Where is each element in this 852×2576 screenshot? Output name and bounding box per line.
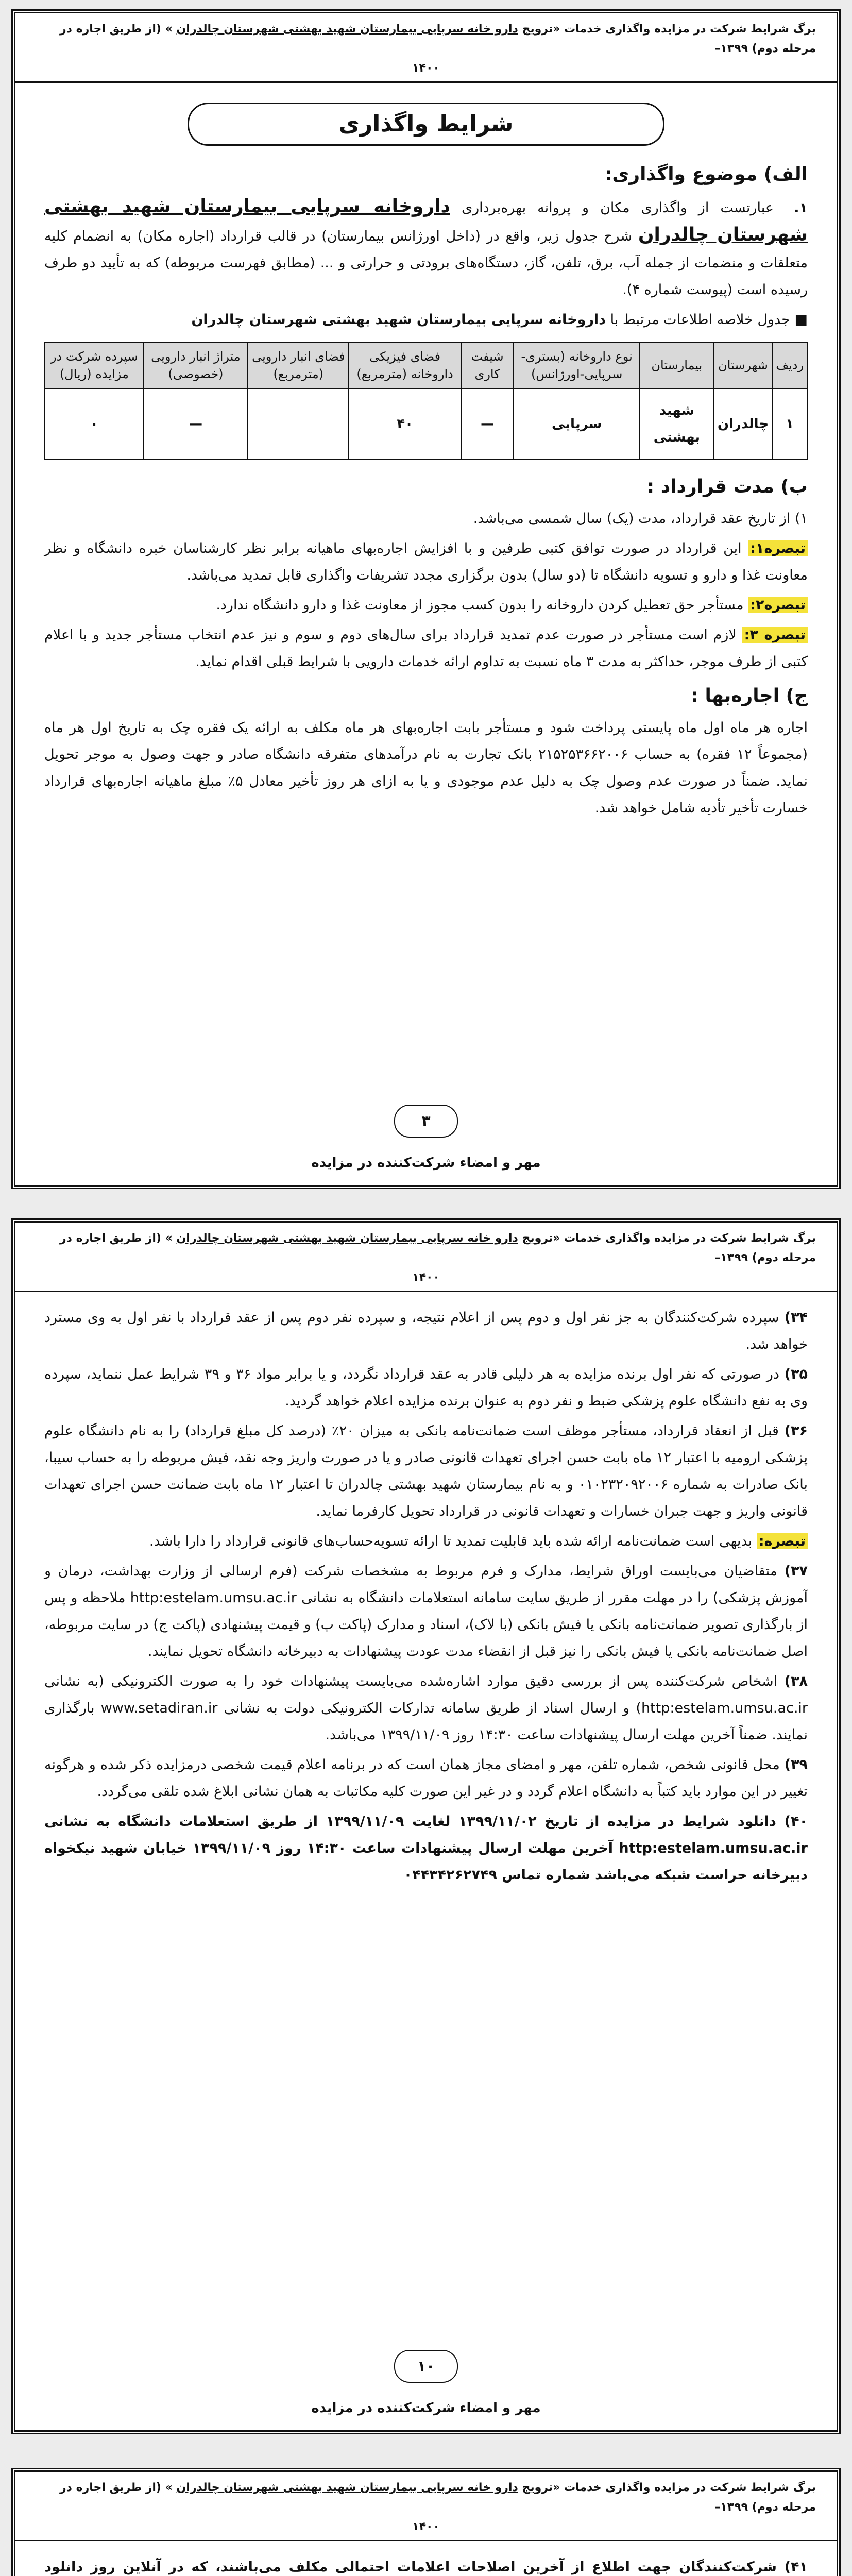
clause-number: ۳۴) [784, 1310, 808, 1326]
section-c-heading: ج) اجاره‌بها : [691, 685, 808, 706]
table-cell: ۱ [772, 388, 807, 460]
clause-number: ۱. [794, 200, 808, 216]
caption-bold: داروخانه سرپایی بیمارستان شهید بهشتی شهرستان چالدران [191, 312, 606, 328]
header-text-pre: برگ شرایط شرکت در مزایده واگذاری خدمات «ترویج [522, 23, 816, 36]
clause-number: ۳۹) [784, 1757, 808, 1773]
table-header: ردیف [772, 342, 807, 388]
table-header: بیمارستان [640, 342, 714, 388]
header-text-post: » (از طریق اجاره در مرحله دوم) ۱۳۹۹– [59, 2481, 816, 2514]
page-3 [11, 2468, 841, 2576]
page-2-content [15, 1292, 837, 1889]
note-3 [44, 622, 808, 675]
note-2 [44, 592, 808, 619]
signature-line: مهر و امضاء شرکت‌کننده در مزایده [311, 1155, 541, 1171]
table-header: شیفت کاری [461, 342, 514, 388]
note-text: مستأجر حق تعطیل کردن داروخانه را بدون کسب مجوز از معاونت غذا و دارو دانشگاه ندارد. [216, 597, 744, 613]
header-text-pre: برگ شرایط شرکت در مزایده واگذاری خدمات «ترویج [522, 1232, 816, 1245]
header-year: ۱۴۰۰ [412, 2520, 440, 2533]
note-text: بدیهی است ضمانت‌نامه ارائه شده باید قابلیت تمدید تا ارائه تسویه‌حساب‌های قانونی قرارداد را دارا باشد. [149, 1533, 753, 1549]
rent-clause: اجاره هر ماه اول ماه پایستی پرداخت شود و مستأجر بابت اجاره‌بهای هر ماه مکلف به ارائه یک فقره چک به تاریخ اول هر ماه (مجموعاً ۱۲ فقره) به حساب ۲۱۵۲۵۳۶۶۲۰۰۶ بانک تجارت به نام درآمدهای متفرقه دانشگاه صادر و جهت وصول به موجر تحویل نماید. ضمناً در صورت عدم وصول چک به دلیل عدم موجودی و یا به ازای هر روز تأخیر معادل ۵٪ مبلغ ماهیانه اجاره‌بهای قرارداد خسارت تأخیر تأدیه شامل خواهد شد. [44, 720, 808, 816]
clause-text: محل قانونی شخص، شماره تلفن، مهر و امضای مجاز همان است که در برنامه اعلام قیمت شخصی درمزایده ذکر شده و هرگونه تغییر در این موارد باید کتباً به دانشگاه اعلام گردد و در غیر این صورت کلیه مکاتبات به همان نشانی ابلاغ شده تلقی می‌گردد. [44, 1757, 808, 1800]
clause-a1 [44, 193, 808, 303]
table-caption: ■ جدول خلاصه اطلاعات مرتبط با داروخانه سرپایی بیمارستان شهید بهشتی شهرستان چالدران [191, 312, 808, 328]
page-3-content [15, 2541, 837, 2576]
clause-text: دانلود شرایط در مزایده از تاریخ ۱۳۹۹/۱۱/۰۲ لغایت ۱۳۹۹/۱۱/۰۹ از طریق استعلامات دانشگاه به نشانی http:estelam.umsu.ac.ir آخرین مهلت ارسال پیشنهادات ساعت ۱۴:۳۰ روز ۱۳۹۹/۱۱/۰۹ خیابان شهید نیکخواه دبیرخانه حراست شبکه می‌باشد شماره تماس ۰۴۴۳۴۲۶۲۷۴۹ [44, 1814, 808, 1883]
summary-table [44, 342, 808, 460]
header-text-highlight: دارو خانه سرپایی بیمارستان شهید بهشتی شهرستان چالدران [176, 2481, 518, 2494]
table-header-row [45, 342, 807, 388]
table-cell [248, 388, 349, 460]
page-title: شرایط واگذاری [188, 103, 664, 146]
header-text-highlight: دارو خانه سرپایی بیمارستان شهید بهشتی شهرستان چالدران [176, 1232, 518, 1245]
table-cell: سرپایی [514, 388, 640, 460]
table-cell: شهید بهشتی [640, 388, 714, 460]
clause-number: ۳۵) [784, 1366, 808, 1382]
page-2 [11, 1218, 841, 2434]
clause-item [44, 1304, 808, 1358]
clause-item [44, 1361, 808, 1415]
clause-text: اشخاص شرکت‌کننده پس از بررسی دقیق موارد اشاره‌شده می‌بایست پیشنهادات خود را به صورت الکترونیکی (به نشانی http:estelam.umsu.ac.ir) و ارسال اسناد از طریق سامانه تدارکات الکترونیکی دولت به نشانی www.setadiran.ir بارگذاری نمایند. ضمناً آخرین مهلت ارسال پیشنهادات ساعت ۱۴:۳۰ روز ۱۳۹۹/۱۱/۰۹ می‌باشد. [44, 1673, 808, 1743]
note-label: تبصره: [757, 1533, 808, 1549]
page-number-wrap [15, 1105, 837, 1138]
clause-number: ۳۸) [784, 1673, 808, 1689]
note-label: تبصره۲: [748, 597, 808, 613]
clause-text: شرح جدول زیر، واقع در (داخل اورژانس بیمارستان) در قالب قرارداد (اجاره مکان) به انضمام کلیه متعلقات و منضمات از جمله آب، برق، تلفن، گاز، دستگاه‌های برودتی و حرارتی و ... (مطابق فهرست مربوطه) که به تأیید دو طرف رسیده است (پیوست شماره ۴). [44, 228, 808, 298]
clause-number: ۳۶) [784, 1423, 808, 1439]
clause-number: ۳۷) [784, 1563, 808, 1579]
page-header [15, 2472, 837, 2541]
table-cell: ۴۰ [349, 388, 461, 460]
clause-text: در صورتی که نفر اول برنده مزایده به هر دلیلی قادر به عقد قرارداد نگردد، و یا برابر مواد ۳۶ و ۳۹ شرایط عمل ننماید، سپرده وی به نفع دانشگاه علوم پزشکی ضبط و نفر دوم به عنوان برنده مزایده اعلام خواهد گردید. [44, 1366, 808, 1409]
clause-number: ۴۱) [784, 2559, 808, 2575]
header-text-highlight: دارو خانه سرپایی بیمارستان شهید بهشتی شهرستان چالدران [176, 23, 518, 36]
note-label: تبصره۱: [748, 540, 808, 556]
clause-b1: ۱) از تاریخ عقد قرارداد، مدت (یک) سال شمسی می‌باشد. [473, 511, 808, 527]
caption-text: جدول خلاصه اطلاعات مرتبط با [610, 312, 790, 328]
note-item [44, 1528, 808, 1555]
clause-text: عبارتست از واگذاری مکان و پروانه بهره‌برداری [461, 200, 774, 216]
table-cell: چالدران [714, 388, 772, 460]
clause-item [44, 1752, 808, 1805]
page-header [15, 1223, 837, 1292]
clause-text: قبل از انعقاد قرارداد، مستأجر موظف است ضمانت‌نامه بانکی به میزان ۲۰٪ (درصد کل مبلغ قرارداد) را به نام دانشگاه علوم پزشکی ارومیه با اعتبار ۱۲ ماه بابت حسن اجرای تعهدات قانونی صادر و یا در صورت واریز وجه نقد، فیش مربوطه را به حساب سیبا، بانک صادرات به شماره ۰۱۰۲۳۲۰۹۲۰۰۶ و به نام بیمارستان شهید بهشتی چالدران تا اعتبار ۱۲ ماه بابت ضمانت حسن اجرای تعهدات قانونی واریز و جهت جبران خسارات و تعهدات قانونی در قرارداد تحویل کارفرما نماید. [44, 1423, 808, 1519]
note-1 [44, 535, 808, 589]
page-number: ۳ [394, 1105, 458, 1138]
table-cell: ۰ [45, 388, 144, 460]
pharmacy-name: داروخانه سرپایی بیمارستان شهید بهشتی شهرستان چالدران [44, 196, 808, 245]
clause-item [44, 1808, 808, 1889]
clause-item [44, 1668, 808, 1749]
header-year: ۱۴۰۰ [412, 1271, 440, 1284]
table-header: شهرستان [714, 342, 772, 388]
table-header: نوع داروخانه (بستری-سرپایی-اورژانس) [514, 342, 640, 388]
signature-line: مهر و امضاء شرکت‌کننده در مزایده [311, 2400, 541, 2416]
clause-text: متقاضیان می‌بایست اوراق شرایط، مدارک و فرم مربوط به مشخصات شرکت (فرم ارسالی از وزارت بهداشت، درمان و آموزش پزشکی) را در مهلت مقرر از طریق سایت سامانه استعلامات دانشگاه به نشانی http:estelam.umsu.ac.ir ملاحظه و پس از بارگذاری تصویر ضمانت‌نامه بانکی یا فیش بانکی (با لاک)، اسناد و مدارک (پاکت ب) و قیمت پیشنهادی (پاکت ج) در سایت مربوطه، اصل ضمانت‌نامه بانکی یا فیش بانکی را نیز قبل از انقضاء مدت عودت پیشنهادات به دبیرخانه دانشگاه تحویل نمایند. [44, 1563, 808, 1659]
header-year: ۱۴۰۰ [412, 62, 440, 75]
page-number: ۱۰ [394, 2350, 458, 2383]
header-text-post: » (از طریق اجاره در مرحله دوم) ۱۳۹۹– [59, 23, 816, 55]
clause-item [44, 1418, 808, 1525]
table-header: متراژ انبار دارویی (خصوصی) [144, 342, 248, 388]
table-cell: — [461, 388, 514, 460]
clause-number: ۴۰) [784, 1814, 808, 1829]
section-b-heading: ب) مدت قرارداد : [646, 476, 808, 497]
page-1 [11, 9, 841, 1189]
page-1-content [15, 161, 837, 822]
header-text-post: » (از طریق اجاره در مرحله دوم) ۱۳۹۹– [59, 1232, 816, 1264]
table-header: فضای فیزیکی داروخانه (مترمربع) [349, 342, 461, 388]
header-text-pre: برگ شرایط شرکت در مزایده واگذاری خدمات «ترویج [522, 2481, 816, 2494]
table-row [45, 388, 807, 460]
page-header [15, 13, 837, 83]
table-header: فضای انبار دارویی (مترمربع) [248, 342, 349, 388]
page-number-wrap [15, 2350, 837, 2383]
note-text: لازم است مستأجر در صورت عدم تمدید قرارداد برای سال‌های دوم و سوم و نیز عدم انتخاب مستأجر جدید و با اعلام کتبی از طرف موجر، حداکثر به مدت ۳ ماه نسبت به تداوم ارائه خدمات دارویی با شرایط قبلی اقدام نماید. [44, 627, 808, 670]
table-cell: — [144, 388, 248, 460]
clause-text: شرکت‌کنندگان جهت اطلاع از آخرین اصلاحات اعلامات احتمالی مکلف می‌باشند، که در آنلاین روز دانلود [44, 2559, 777, 2575]
clause-text: سپرده شرکت‌کنندگان به جز نفر اول و دوم پس از اعلام نتیجه، و سپرده نفر دوم پس از عقد قرارداد با نفر اول به وی مسترد خواهد شد. [44, 1310, 808, 1352]
note-label: تبصره ۳: [742, 627, 808, 643]
clause-item [44, 2554, 808, 2576]
table-header: سپرده شرکت در مزایده (ریال) [45, 342, 144, 388]
clause-item [44, 1558, 808, 1665]
note-text: این قرارداد در صورت توافق کتبی طرفین و با افزایش اجاره‌بهای ماهیانه برابر نظر کارشناسان خبره دانشگاه و نظر معاونت غذا و دارو و تسویه دانشگاه تا (دو سال) بدون برگزاری مجدد تشریفات واگذاری قابل تمدید می‌باشد. [44, 540, 808, 583]
section-a-heading: الف) موضوع واگذاری: [605, 164, 808, 185]
